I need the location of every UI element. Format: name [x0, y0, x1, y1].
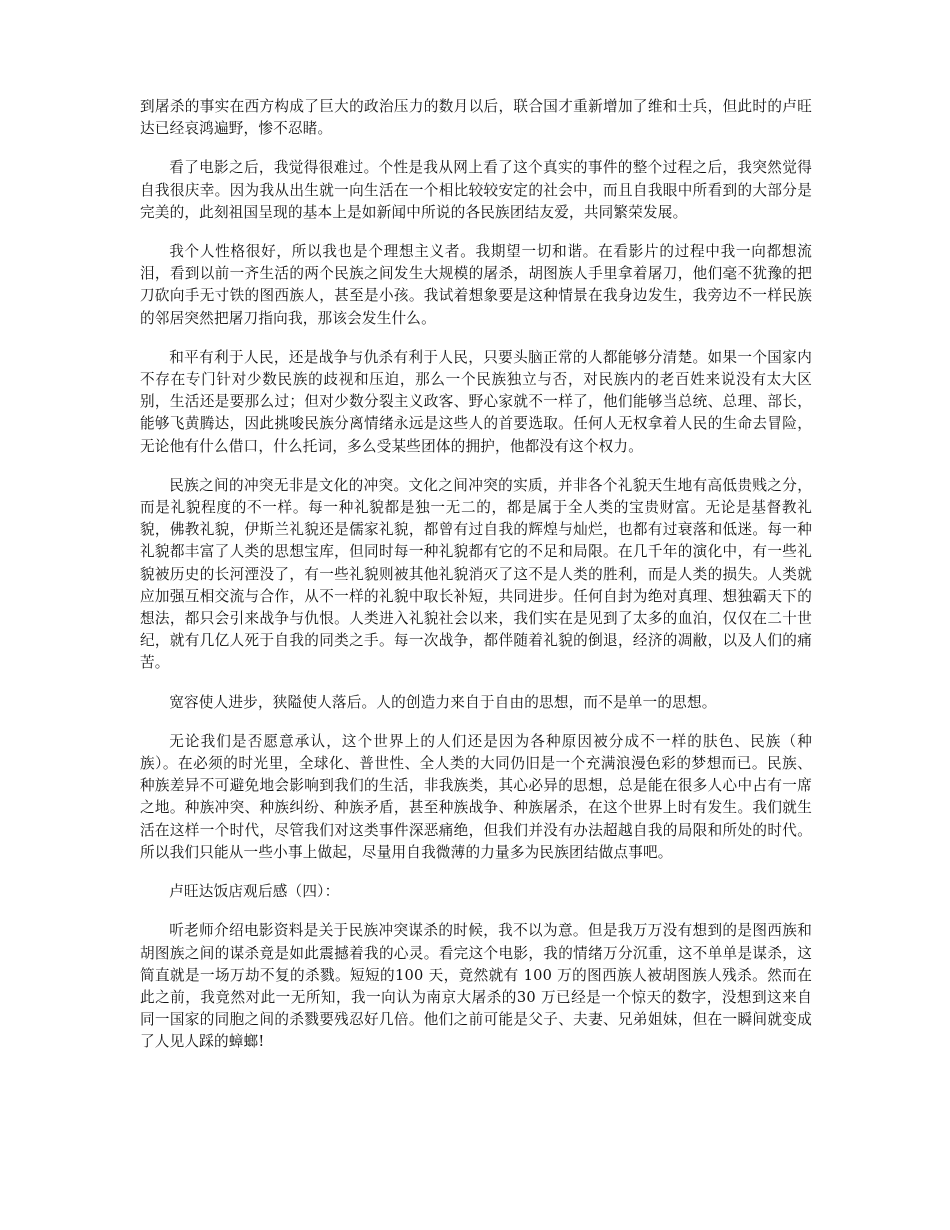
paragraph: 宽容使人进步，狭隘使人落后。人的创造力来自于自由的思想，而不是单一的思想。 [169, 693, 717, 711]
paragraph: 听老师介绍电影资料是关于民族冲突谋杀的时候，我不以为意。但是我万万没有想到的是图西族和胡图族之间的谋杀竟是如此震撼着我的心灵。看完这个电影，我的情绪万分沉重，这不单单是谋杀，这简直就是一场万劫不复的杀戮。短短的100 天，竟然就有 100 万的图西族人被胡图族人残杀。然而在此之前，我竟然对此一无所知，我一向认为南京大屠杀的30 万已经是一个惊天的数字，没想到这来自同一国家的同胞之间的杀戮要残忍好几倍。他们之前可能是父子、夫妻、兄弟姐妹，但在一瞬间就变成了人见人踩的蟑螂! [140, 922, 812, 1051]
paragraph: 和平有利于人民，还是战争与仇杀有利于人民，只要头脑正常的人都能够分清楚。如果一个国家内不存在专门针对少数民族的歧视和压迫，那么一个民族独立与否，对民族内的老百姓来说没有太大区别，生活还是要那么过；但对少数分裂主义政客、野心家就不一样了，他们能够当总统、总理、部长，能够飞黄腾达，因此挑唆民族分离情绪永远是这些人的首要选取。任何人无权拿着人民的生命去冒险，无论他有什么借口，什么托词，多么受某些团体的拥护，他都没有这个权力。 [140, 348, 812, 455]
paragraph: 我个人性格很好，所以我也是个理想主义者。我期望一切和谐。在看影片的过程中我一向都想流泪，看到以前一齐生活的两个民族之间发生大规模的屠杀，胡图族人手里拿着屠刀，他们毫不犹豫的把刀砍向手无寸铁的图西族人，甚至是小孩。我试着想象要是这种情景在我身边发生，我旁边不一样民族的邻居突然把屠刀指向我，那该会发生什么。 [140, 243, 812, 327]
paragraph: 看了电影之后，我觉得很难过。个性是我从网上看了这个真实的事件的整个过程之后，我突然觉得自我很庆幸。因为我从出生就一向生活在一个相比较较安定的社会中，而且自我眼中所看到的大部分是完美的，此刻祖国呈现的基本上是如新闻中所说的各民族团结友爱，共同繁荣发展。 [140, 159, 812, 221]
document-body [140, 96, 812, 1071]
section-heading: 卢旺达饭店观后感（四）： [169, 883, 340, 901]
paragraph: 无论我们是否愿意承认，这个世界上的人们还是因为各种原因被分成不一样的肤色、民族（种族）。在必须的时光里，全球化、普世性、全人类的大同仍旧是一个充满浪漫色彩的梦想而已。民族、种族差异不可避免地会影响到我们的生活，非我族类，其心必异的思想，总是能在很多人心中占有一席之地。种族冲突、种族纠纷、种族矛盾，甚至种族战争、种族屠杀，在这个世界上时有发生。我们就生活在这样一个时代，尽管我们对这类事件深恶痛绝，但我们并没有办法超越自我的局限和所处的时代。所以我们只能从一些小事上做起，尽量用自我微薄的力量多为民族团结做点事吧。 [140, 732, 812, 861]
paragraph: 民族之间的冲突无非是文化的冲突。文化之间冲突的实质，并非各个礼貌天生地有高低贵贱之分，而是礼貌程度的不一样。每一种礼貌都是独一无二的，都是属于全人类的宝贵财富。无论是基督教礼貌，佛教礼貌，伊斯兰礼貌还是儒家礼貌，都曾有过自我的辉煌与灿烂，也都有过衰落和低迷。每一种礼貌都丰富了人类的思想宝库，但同时每一种礼貌都有它的不足和局限。在几千年的演化中，有一些礼貌被历史的长河湮没了，有一些礼貌则被其他礼貌消灭了这不是人类的胜利，而是人类的损失。人类就应加强互相交流与合作，从不一样的礼貌中取长补短，共同进步。任何自封为绝对真理、想独霸天下的想法，都只会引来战争与仇恨。人类进入礼貌社会以来，我们实在是见到了太多的血泊，仅仅在二十世纪，就有几亿人死于自我的同类之手。每一次战争，都伴随着礼貌的倒退，经济的凋敝，以及人们的痛苦。 [140, 476, 812, 672]
paragraph: 到屠杀的事实在西方构成了巨大的政治压力的数月以后，联合国才重新增加了维和士兵，但此时的卢旺达已经哀鸿遍野，惨不忍睹。 [140, 98, 812, 138]
